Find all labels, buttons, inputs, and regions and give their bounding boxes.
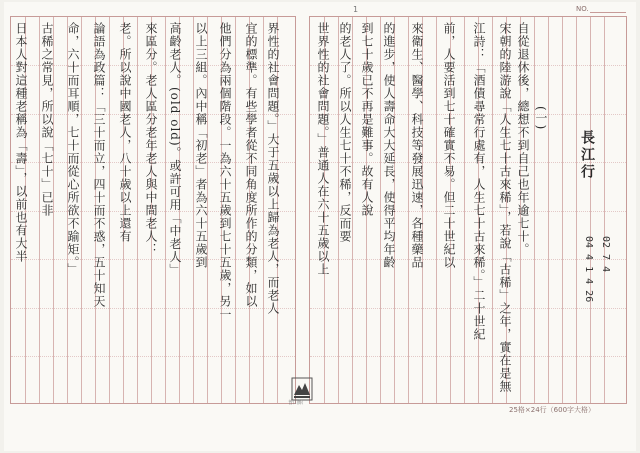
section-number: (一) <box>534 106 548 131</box>
no-label: NO. <box>576 5 589 13</box>
publisher-logo-icon <box>291 377 313 401</box>
text-column: 宋朝的陸游說「人生七十古來稀」，若說「古稀」之年，實在是無 <box>498 22 512 393</box>
right-page-grid <box>309 16 627 404</box>
text-column: 來區分。老人區分老年老人與中間老人： <box>144 22 158 256</box>
text-column: 日本人對這種老稱為「壽」，以前也有大半 <box>14 22 28 263</box>
text-column: 到七十歲已不再是難事。故有人說 <box>360 22 374 217</box>
text-column: 他們分為兩個階段。一為六十五歲到七十五歲，另一 <box>218 22 232 321</box>
text-column: 自從退休後，總想不到自己也年逾七十。 <box>516 22 530 256</box>
text-column: 命，六十而耳順，七十而從心所欲不踰矩。」 <box>66 22 80 276</box>
text-column: 江詩：「酒債尋常行處有，人生七十古來稀。」二十世紀 <box>472 22 486 341</box>
manuscript-title: 長江行 <box>579 130 595 181</box>
text-column: 論語為政篇：「三十而立，四十而不惑，五十知天 <box>92 22 106 308</box>
grid-spec-label: 25格×24行（600字大格） <box>509 406 596 414</box>
text-column: 界性的社會問題。」大于五歲以上歸為老人，而老人 <box>266 22 280 315</box>
text-column: 宜的標準。有些學者從不同角度所作的分類，如以 <box>244 22 258 308</box>
text-column: 前，人要活到七十確實不易。但二十世紀以 <box>442 22 456 269</box>
manuscript-sheet <box>4 2 636 451</box>
text-column: 老。所以說中國老人，八十歲以上還有 <box>118 22 132 243</box>
text-column: 世界性的社會問題。」普通人在六十五歲以上 <box>316 22 330 276</box>
date-line-1: 02 7 4 <box>600 236 611 273</box>
text-column: 古稀之常見，所以說「七十」已非 <box>40 22 54 217</box>
publisher-name: 普山館 <box>288 400 304 406</box>
text-column: 以上三組。內中稱「初老」者為六十五歲到 <box>194 22 208 269</box>
text-column: 來衛生、醫學、科技等發展迅速，各種藥品 <box>410 22 424 269</box>
date-line-2: 04 4 1 4 26 <box>583 236 594 303</box>
page-number: 1 <box>353 5 359 14</box>
text-column: 高齡老人。(old old)。或許可用「中老人」 <box>168 22 182 277</box>
no-field-line <box>590 12 626 13</box>
text-column: 的進步，使人壽命大大延長，使得平均年齡 <box>382 22 396 269</box>
text-column: 的老人了。所以人生七十不稀，反而要 <box>338 22 352 243</box>
